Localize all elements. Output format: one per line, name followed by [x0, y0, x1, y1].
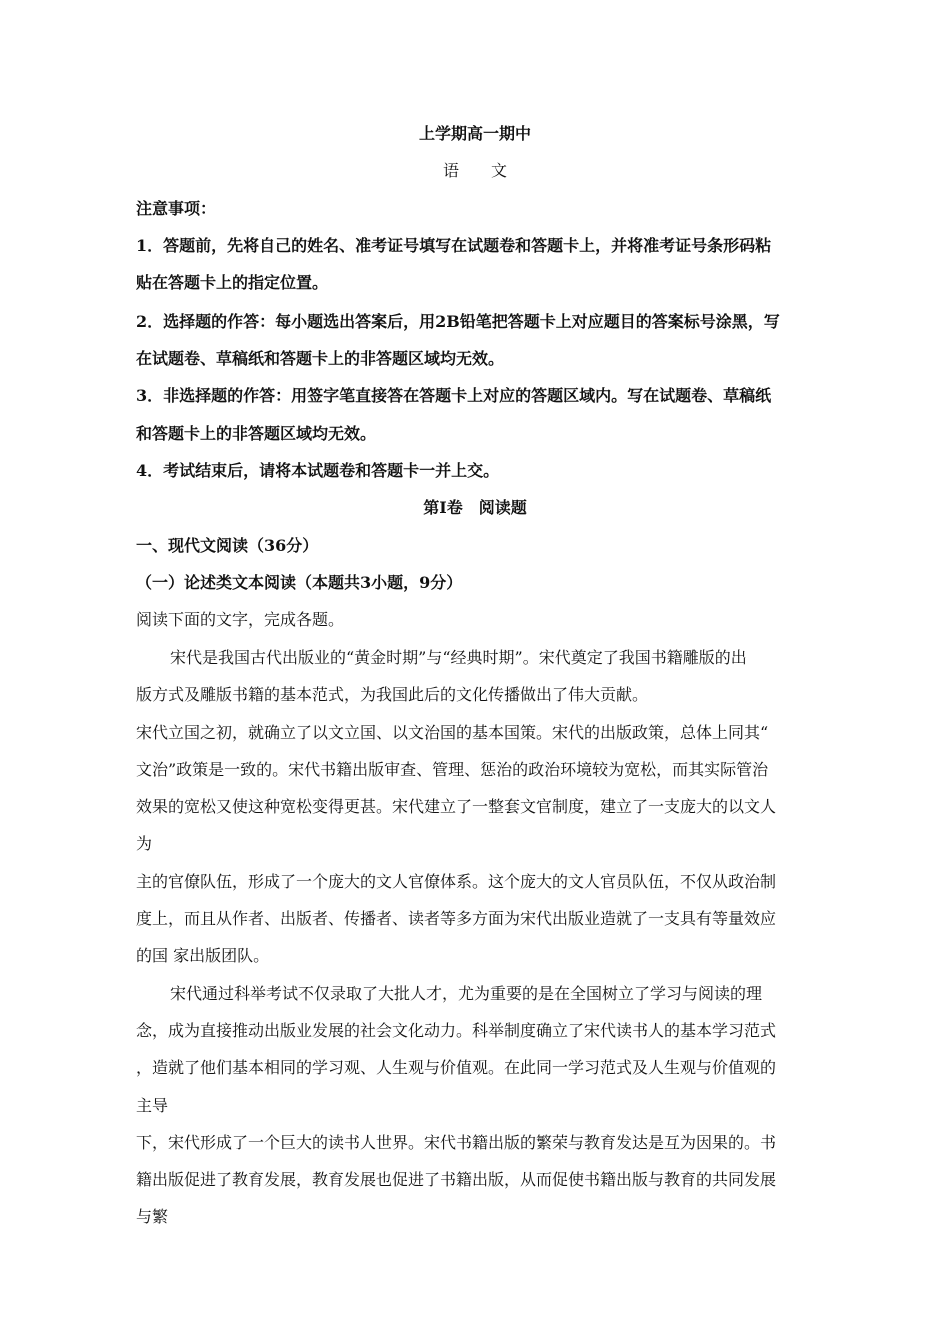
passage-line: 效果的宽松又使这种宽松变得更甚。宋代建立了一整套文官制度，建立了一支庞大的以文人: [136, 797, 777, 816]
note-line: 1．答题前，先将自己的姓名、准考证号填写在试题卷和答题卡上，并将准考证号条形码粘: [136, 236, 772, 255]
exam-title: 上学期高一期中: [418, 124, 531, 143]
passage-line: 宋代是我国古代出版业的“黄金时期”与“经典时期”。宋代奠定了我国书籍雕版的出: [170, 648, 747, 667]
note-line: 2．选择题的作答：每小题选出答案后，用2B铅笔把答题卡上对应题目的答案标号涂黑，写: [136, 312, 780, 331]
passage-line: 版方式及雕版书籍的基本范式，为我国此后的文化传播做出了伟大贡献。: [136, 685, 649, 704]
passage-line: 为: [136, 834, 153, 853]
passage-line: 宋代通过科举考试不仅录取了大批人才，尤为重要的是在全国树立了学习与阅读的理: [170, 984, 763, 1003]
passage-line: 念，成为直接推动出版业发展的社会文化动力。科举制度确立了宋代读书人的基本学习范式: [136, 1021, 777, 1040]
volume-title: 第Ⅰ卷 阅读题: [423, 498, 527, 517]
passage-line: 文治”政策是一致的。宋代书籍出版审查、管理、惩治的政治环境较为宽松，而其实际管治: [136, 760, 769, 779]
note-line: 在试题卷、草稿纸和答题卡上的非答题区域均无效。: [136, 349, 505, 368]
passage-line: 的国 家出版团队。: [136, 946, 270, 965]
subject-title: 语 文: [442, 161, 507, 180]
note-line: 4．考试结束后，请将本试题卷和答题卡一并上交。: [136, 461, 500, 480]
note-line: 3．非选择题的作答：用签字笔直接答在答题卡上对应的答题区域内。写在试题卷、草稿纸: [136, 386, 772, 405]
sub-section-title: （一）论述类文本阅读（本题共3小题，9分）: [136, 573, 463, 592]
passage-line: 主的官僚队伍，形成了一个庞大的文人官僚体系。这个庞大的文人官员队伍，不仅从政治制: [136, 872, 777, 891]
note-line: 贴在答题卡上的指定位置。: [136, 273, 329, 292]
note-line: 和答题卡上的非答题区域均无效。: [136, 424, 377, 443]
passage-line: 与繁: [136, 1207, 169, 1226]
passage-line: 下，宋代形成了一个巨大的读书人世界。宋代书籍出版的繁荣与教育发达是互为因果的。书: [136, 1133, 777, 1152]
notes-heading: 注意事项：: [136, 199, 217, 218]
passage-line: ，造就了他们基本相同的学习观、人生观与价值观。在此同一学习范式及人生观与价值观的: [136, 1058, 777, 1077]
passage-line: 度上，而且从作者、出版者、传播者、读者等多方面为宋代出版业造就了一支具有等量效应: [136, 909, 777, 928]
reading-instruction: 阅读下面的文字，完成各题。: [136, 610, 345, 629]
passage-line: 宋代立国之初，就确立了以文立国、以文治国的基本国策。宋代的出版政策，总体上同其“: [136, 723, 769, 742]
part-title: 一、现代文阅读（36分）: [136, 536, 319, 555]
passage-line: 主导: [136, 1096, 169, 1115]
passage-line: 籍出版促进了教育发展，教育发展也促进了书籍出版，从而促使书籍出版与教育的共同发展: [136, 1170, 777, 1189]
